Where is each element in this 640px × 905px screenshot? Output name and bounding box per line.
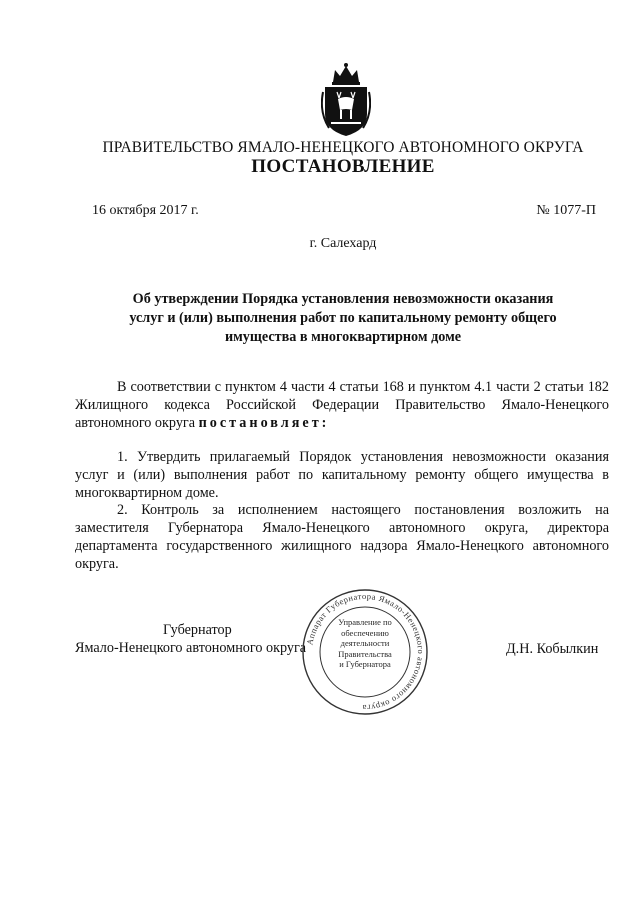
document-title: Об утверждении Порядка установления невозможности оказания услуг и (или) выполнения работ по капитальному ремонту общего имущества в многоквартирном доме [129, 291, 557, 345]
stamp-line: Правительства [338, 648, 392, 659]
stamp-line: деятельности [340, 638, 390, 648]
preamble-text: В соответствии с пунктом 4 части 4 статьи 168 и пунктом 4.1 части 2 статьи 182 Жилищного кодекса Российской Федерации Правительство Ямало-Ненецкого автономного округа [75, 379, 609, 431]
resolution-item-1 [75, 448, 609, 502]
resolution-item-2 [75, 501, 609, 573]
signatory-name: Д.Н. Кобылкин [506, 641, 599, 657]
document-city: г. Салехард [309, 236, 377, 251]
resolves-word: постановляет: [198, 415, 330, 431]
stamp-line: Управление по [338, 617, 392, 627]
item-2-text: 2. Контроль за исполнением настоящего постановления возложить на заместителя Губернатора Ямало-Ненецкого автономного округа, директора департамента государственного жилищного надзора Ямало-Ненецкого автономного округа. [75, 502, 609, 572]
coat-of-arms-emblem [321, 62, 371, 138]
stamp-line: и Губернатора [339, 659, 391, 669]
organization-heading: ПРАВИТЕЛЬСТВО ЯМАЛО-НЕНЕЦКОГО АВТОНОМНОГО ОКРУГА [102, 139, 584, 156]
stamp-line: обеспечению [341, 627, 389, 638]
document-type-heading: ПОСТАНОВЛЕНИЕ [251, 156, 435, 177]
signatory-position-line-1: Губернатор [163, 622, 232, 638]
signatory-position-line-2: Ямало-Ненецкого автономного округа [75, 640, 307, 656]
document-date: 16 октября 2017 г. [92, 203, 199, 218]
stamp-ring-text: Аппарат Губернатора Ямало-Ненецкого автономного округа [304, 590, 427, 714]
preamble-paragraph [75, 378, 609, 432]
item-1-text: 1. Утвердить прилагаемый Порядок установления невозможности оказания услуг и (или) выполнения работ по капитальному ремонту общего имущества в многоквартирном доме. [75, 449, 609, 501]
stamp-inner-text [331, 617, 399, 670]
document-number: № 1077-П [536, 203, 596, 218]
